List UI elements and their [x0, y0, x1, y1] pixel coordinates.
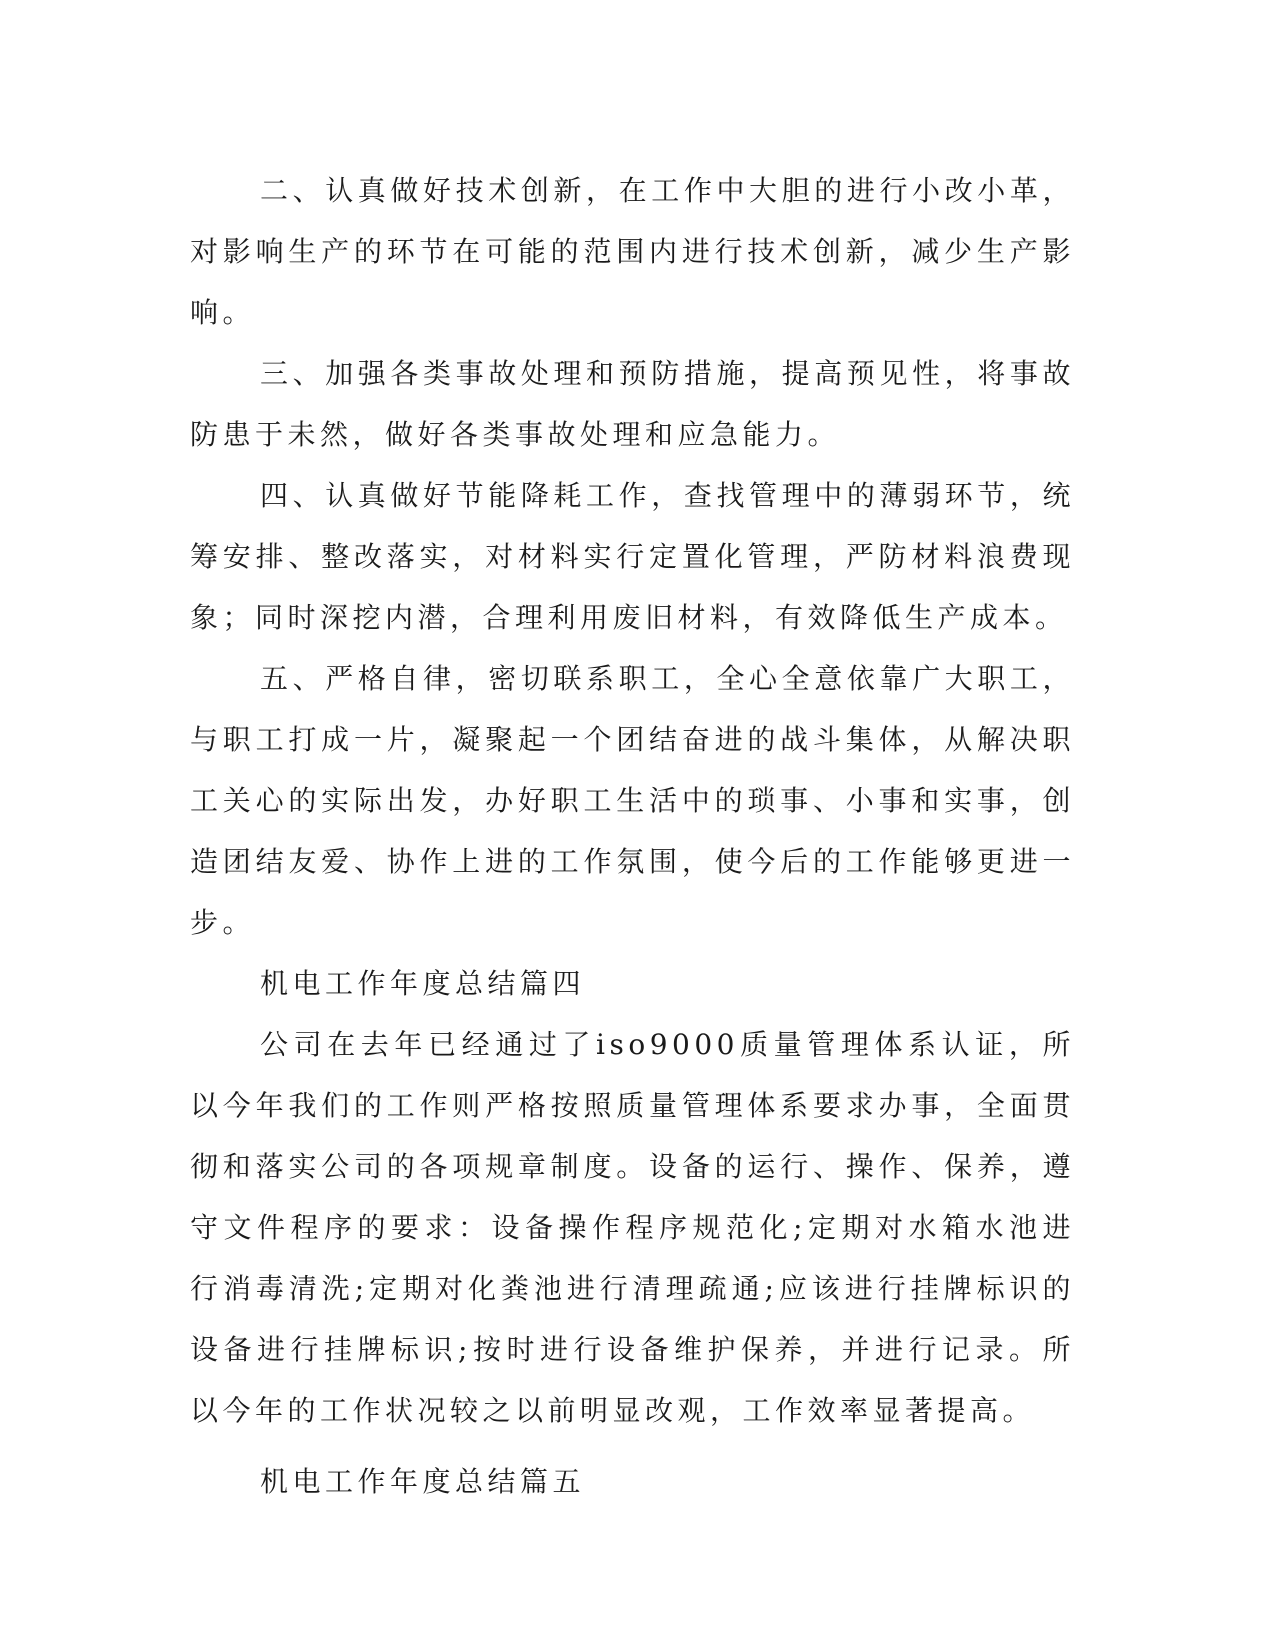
paragraph-2: 二、认真做好技术创新，在工作中大胆的进行小改小革，对影响生产的环节在可能的范围内进行技术创新，减少生产影响。: [190, 174, 1075, 329]
section-heading-5: 机电工作年度总结篇五: [260, 1465, 586, 1498]
paragraph-3: 三、加强各类事故处理和预防措施，提高预见性，将事故防患于未然，做好各类事故处理和应急能力。: [190, 357, 1075, 451]
section-heading-4: 机电工作年度总结篇四: [260, 967, 586, 1000]
paragraph-5: 五、严格自律，密切联系职工，全心全意依靠广大职工，与职工打成一片，凝聚起一个团结奋进的战斗集体，从解决职工关心的实际出发，办好职工生活中的琐事、小事和实事，创造团结友爱、协作上进的工作氛围，使今后的工作能够更进一步。: [190, 662, 1075, 939]
document-body: [190, 160, 1075, 1512]
paragraph-4: 四、认真做好节能降耗工作，查找管理中的薄弱环节，统筹安排、整改落实，对材料实行定置化管理，严防材料浪费现象；同时深挖内潜，合理利用废旧材料，有效降低生产成本。: [190, 479, 1075, 634]
section-4-paragraph: 公司在去年已经通过了iso9000质量管理体系认证，所以今年我们的工作则严格按照质量管理体系要求办事，全面贯彻和落实公司的各项规章制度。设备的运行、操作、保养，遵守文件程序的要求：设备操作程序规范化;定期对水箱水池进行消毒清洗;定期对化粪池进行清理疏通;应该进行挂牌标识的设备进行挂牌标识;按时进行设备维护保养，并进行记录。所以今年的工作状况较之以前明显改观，工作效率显著提高。: [190, 1028, 1075, 1427]
